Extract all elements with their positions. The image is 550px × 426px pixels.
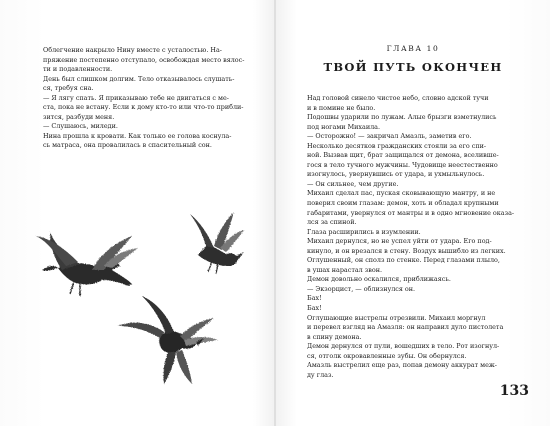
text-line: Над головой синело чистое небо, словно адской тучи	[307, 94, 489, 102]
right-page	[276, 0, 550, 426]
crow-2-icon	[190, 212, 244, 274]
text-line: гося в тело тучного мужчины. Чудовище неестественно	[307, 160, 498, 169]
text-line: ной. Вызвав щит, брат защищался от демона, вселивше-	[307, 151, 499, 160]
text-line: Бах!	[307, 294, 322, 303]
text-line: — Слушаюсь, миледи.	[43, 122, 118, 131]
text-line: Подошвы ударили по лужам. Алые брызги взметнулись	[307, 113, 497, 122]
text-line: Амазль выстрелил еще раз, попав демону аккурат меж-	[307, 361, 497, 370]
left-page	[0, 0, 274, 426]
paragraph	[297, 304, 516, 314]
paragraph	[297, 275, 516, 285]
text-line: Нина прошла к кровати. Как только ее голова коснула-	[43, 131, 232, 140]
text-line: лся за спиной.	[307, 218, 357, 227]
text-line: ду глаз.	[307, 370, 334, 379]
paragraph	[297, 361, 516, 380]
text-line: кинуло, и он врезался в стену. Воздух вышибло из легких.	[307, 246, 506, 255]
text-line: Оглушающие выстрелы отрезвили. Михаил моргнул	[307, 313, 486, 322]
crow-3-icon	[118, 296, 218, 384]
text-line: ся, требуя сна.	[43, 84, 94, 93]
text-line: День был слишком долгим. Тело отказывалось слушать-	[43, 74, 235, 83]
text-line: под ногами Михаила.	[307, 122, 380, 131]
text-line: изогнулось, увернувшись от удара, и ухмыльнулось.	[307, 170, 485, 179]
text-line: Оглушенный, он сполз по стенке. Перед глазами плыло,	[307, 256, 500, 265]
paragraph	[297, 342, 516, 361]
text-line: Михаил дернулся, но не успел уйти от удара. Его под-	[307, 237, 492, 246]
text-line: и в помине не было.	[307, 103, 376, 112]
paragraph	[297, 314, 516, 343]
text-line: Бах!	[307, 304, 322, 313]
paragraph	[297, 113, 516, 132]
text-line: габаритами, увернулся от мантры и в одно мгновение оказа-	[307, 208, 515, 217]
paragraph	[297, 180, 516, 190]
text-line: Демон дернулся от пули, вошедших в тело. Рот изогнул-	[307, 342, 500, 351]
paragraph	[297, 285, 516, 295]
chapter-title: ТВОЙ ПУТЬ ОКОНЧЕН	[323, 60, 503, 74]
text-line: — Осторожно! — закричал Амазль, заметив его.	[307, 132, 472, 141]
text-line: Облегчение накрыло Нину вместе с усталостью. На-	[43, 46, 222, 54]
chapter-number: ГЛАВА 10	[386, 44, 440, 53]
text-line: Несколько десятков гражданских стояли за его спи-	[307, 141, 487, 150]
text-line: — Он сильнее, чем другие.	[307, 179, 399, 188]
paragraph	[297, 228, 516, 238]
text-line: в ушах нарастал звон.	[307, 265, 382, 274]
text-line: — Экзорцист, — облизнулся он.	[307, 284, 416, 293]
text-line: и перевел взгляд на Амазля: он направил дуло пистолета	[307, 323, 504, 332]
page-number: 133	[499, 383, 529, 399]
paragraph	[297, 237, 516, 275]
text-line: поверил своим глазам: демон, хоть и обладал крупными	[307, 199, 499, 208]
paragraph	[297, 94, 516, 113]
text-line: Михаил сделал пас, пуская сковывающую мантру, и не	[307, 189, 496, 198]
crow-1-icon	[36, 232, 138, 296]
text-line: ся, отголк окровавленные зубы. Он обернулся.	[307, 351, 467, 360]
text-line: в спину демона.	[307, 332, 362, 341]
text-line: пряжение постепенно отступало, освобождая место вялос-	[43, 55, 245, 64]
text-line: зится, разбуди меня.	[43, 112, 115, 121]
paragraph	[297, 142, 516, 180]
paragraph	[297, 189, 516, 227]
right-page-text	[297, 94, 516, 380]
text-line: Глаза расширились в изумлении.	[307, 227, 421, 236]
crows-illustration	[0, 0, 274, 426]
text-line: — Я лягу спать. Я приказываю тебе не двигаться с ме-	[43, 93, 229, 102]
text-line: ти и подавленности.	[43, 65, 113, 74]
text-line: Демон довольно оскалился, приближаясь.	[307, 275, 451, 284]
text-line: сь матраса, она провалилась в спасительный сон.	[43, 141, 212, 150]
paragraph	[297, 294, 516, 304]
text-line: ста, пока не встану. Если к дому кто-то или что-то прибли-	[43, 103, 244, 112]
paragraph	[297, 132, 516, 142]
